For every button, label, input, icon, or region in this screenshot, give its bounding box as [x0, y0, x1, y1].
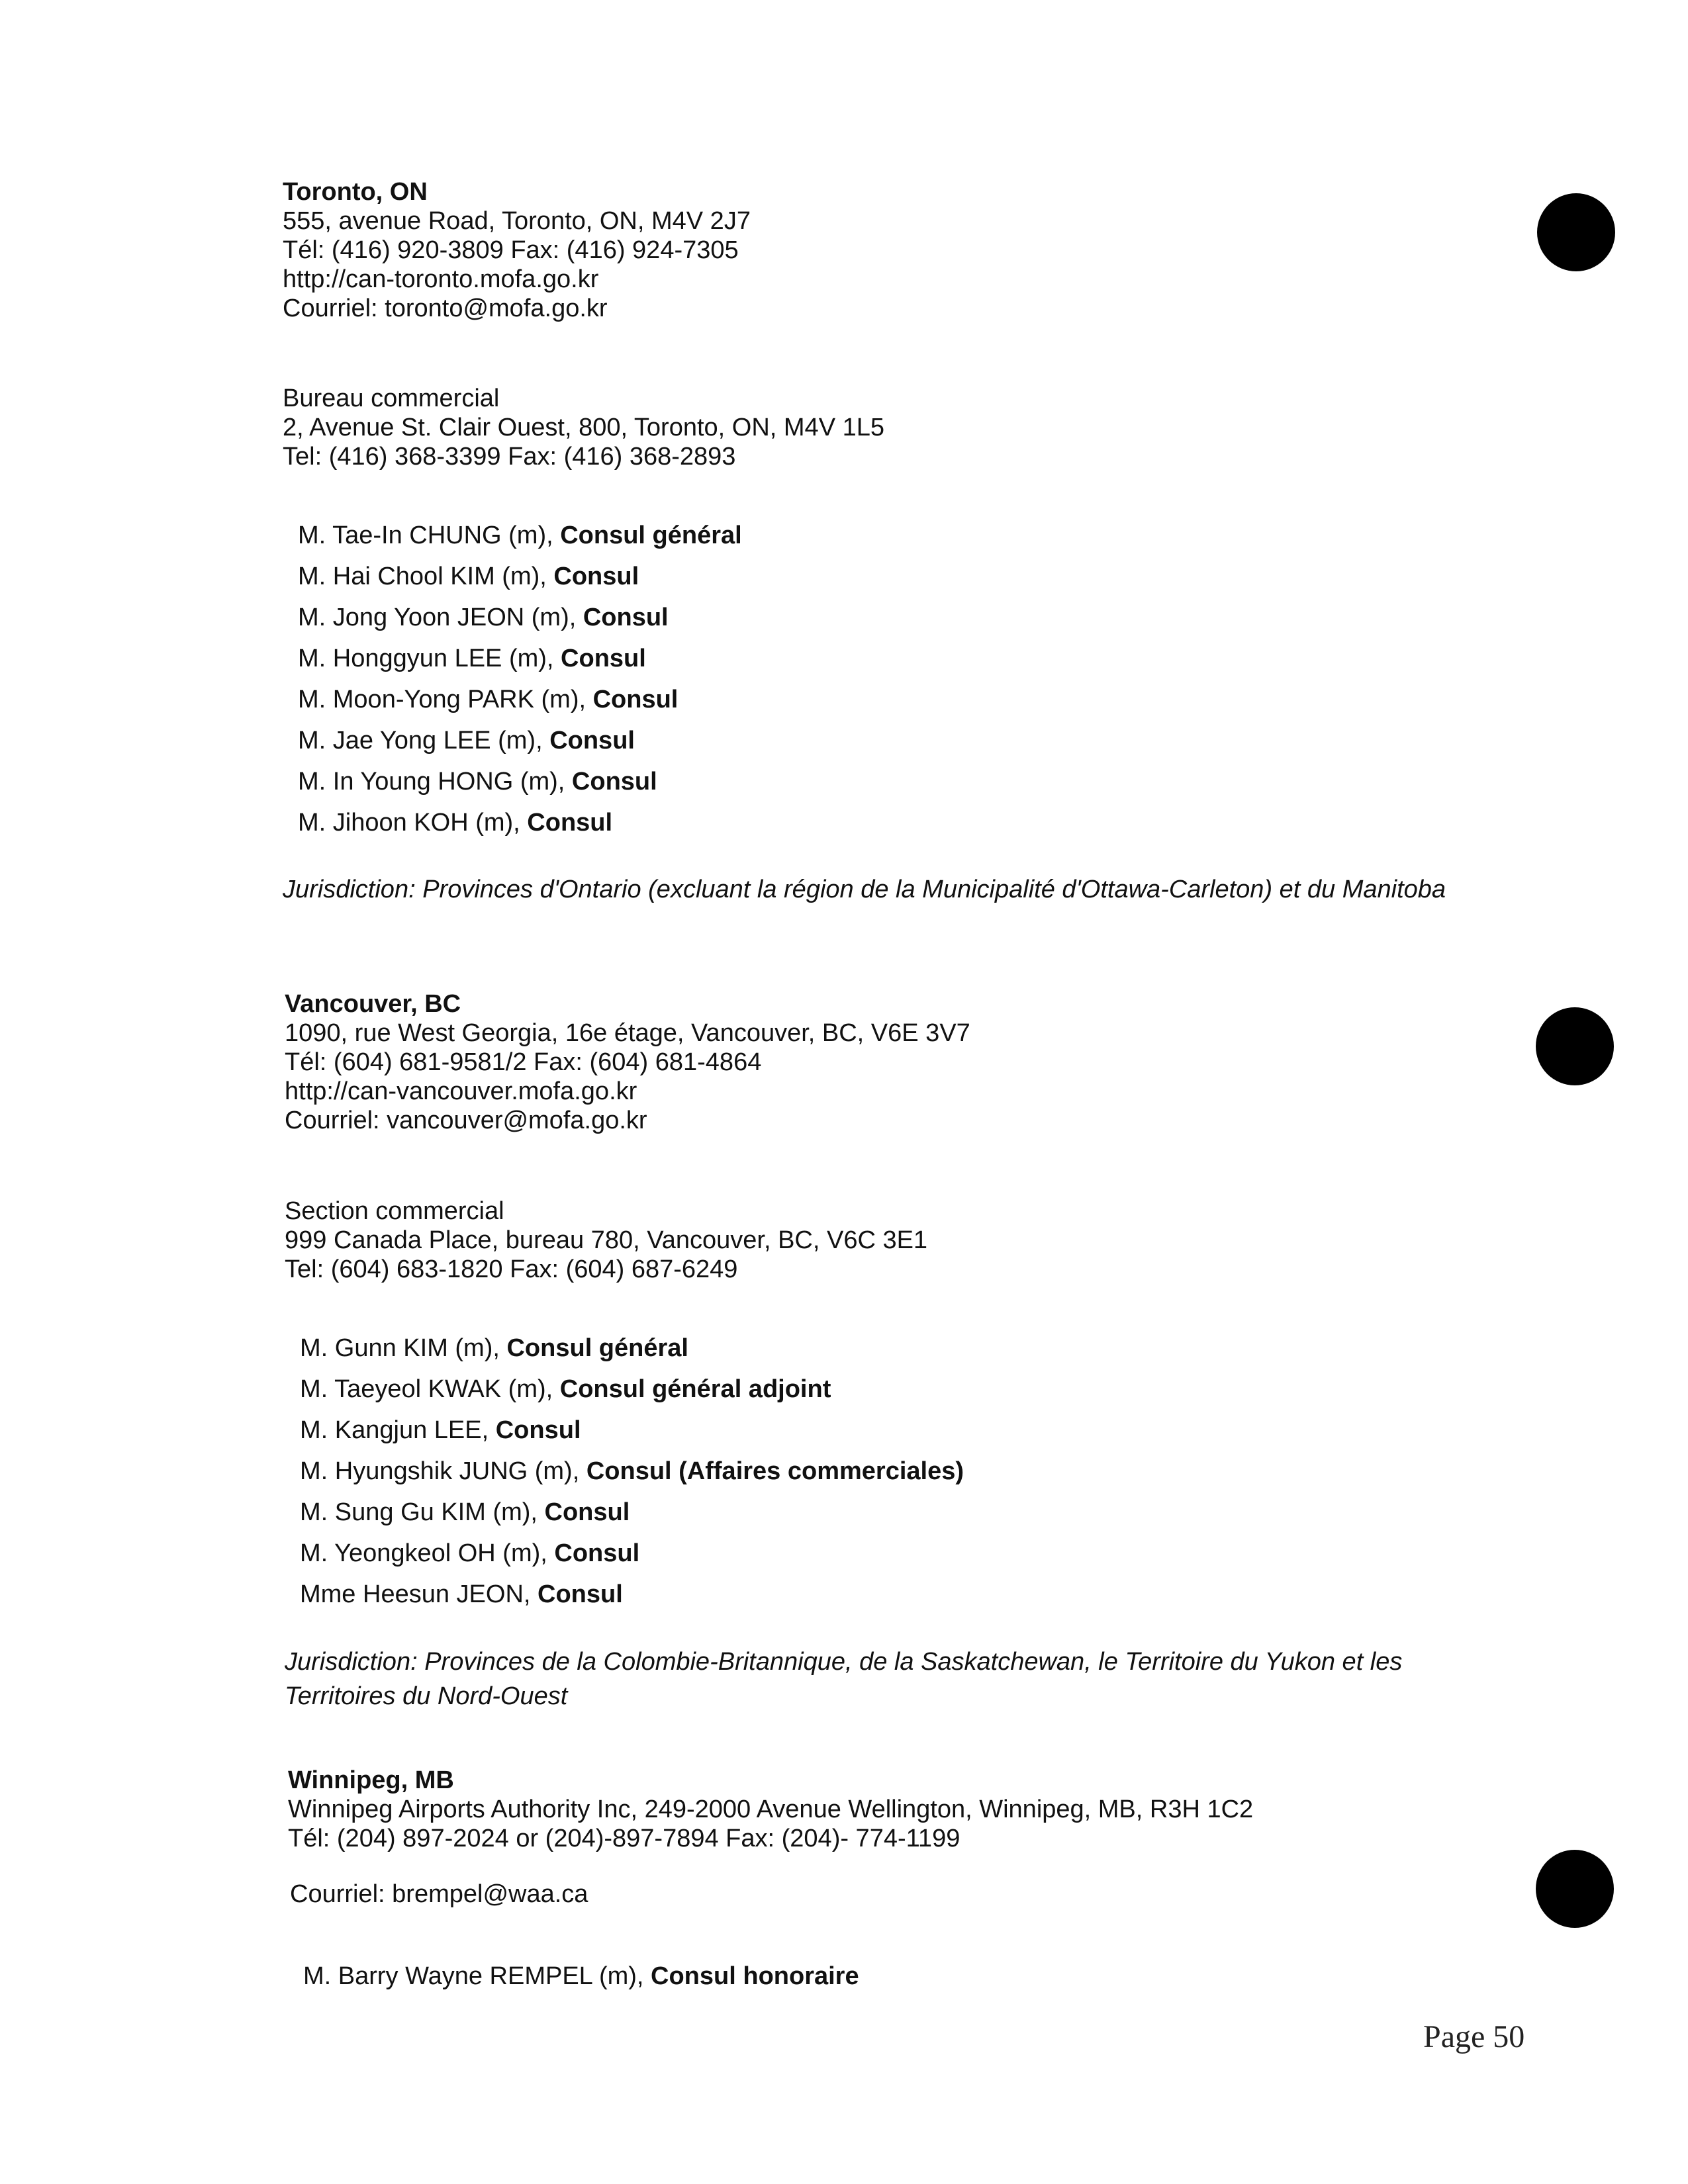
winnipeg-section [288, 1766, 1678, 1853]
staff-role: Consul général [560, 522, 742, 549]
jurisdiction-text: Jurisdiction: Provinces de la Colombie-Britannique, de la Saskatchewan, le Territoire du Yukon et les Territoires du Nord-Ouest [285, 1648, 1403, 1710]
staff-entry [300, 1492, 1688, 1533]
staff-role: Consul général [506, 1334, 688, 1362]
winnipeg-email-block [290, 1880, 1680, 1909]
website-url: http://can-vancouver.mofa.go.kr [285, 1077, 637, 1105]
office-address: 999 Canada Place, bureau 780, Vancouver, BC, V6C 3E1 [285, 1226, 928, 1254]
staff-entry [298, 720, 1688, 761]
email: Courriel: vancouver@mofa.go.kr [285, 1107, 647, 1134]
staff-name: M. Tae-In CHUNG (m), [298, 522, 561, 549]
staff-entry [298, 802, 1688, 843]
staff-role: Consul [538, 1580, 623, 1608]
staff-name: M. Gunn KIM (m), [300, 1334, 507, 1362]
staff-name: M. Kangjun LEE, [300, 1416, 496, 1444]
staff-name: M. Barry Wayne REMPEL (m), [303, 1962, 651, 1990]
staff-role: Consul [553, 563, 639, 590]
section-title: Vancouver, BC [285, 990, 461, 1018]
office-phone-fax: Tel: (416) 368-3399 Fax: (416) 368-2893 [283, 443, 736, 471]
staff-entry [298, 597, 1688, 638]
website-url: http://can-toronto.mofa.go.kr [283, 265, 599, 293]
staff-name: M. Hyungshik JUNG (m), [300, 1457, 586, 1485]
staff-entry [300, 1574, 1688, 1615]
staff-role: Consul [527, 809, 613, 837]
staff-entry [300, 1369, 1688, 1410]
winnipeg-staff-list [303, 1956, 1688, 1997]
staff-name: M. Moon-Yong PARK (m), [298, 686, 593, 713]
staff-role: Consul honoraire [651, 1962, 859, 1990]
email: Courriel: toronto@mofa.go.kr [283, 295, 608, 322]
page-number: Page 50 [1423, 2019, 1525, 2054]
staff-role: Consul [544, 1498, 630, 1526]
office-address: 2, Avenue St. Clair Ouest, 800, Toronto, ON, M4V 1L5 [283, 414, 884, 441]
office-name: Bureau commercial [283, 385, 500, 412]
staff-name: M. In Young HONG (m), [298, 768, 572, 796]
staff-entry [303, 1956, 1688, 1997]
staff-role: Consul [554, 1539, 640, 1567]
staff-name: M. Jong Yoon JEON (m), [298, 604, 583, 631]
vancouver-section [285, 989, 1675, 1135]
staff-entry [298, 515, 1688, 556]
staff-name: M. Taeyeol KWAK (m), [300, 1375, 560, 1403]
office-phone-fax: Tel: (604) 683-1820 Fax: (604) 687-6249 [285, 1255, 738, 1283]
jurisdiction-text: Jurisdiction: Provinces d'Ontario (excluant la région de la Municipalité d'Ottawa-Carleton) et du Manitoba [283, 876, 1446, 903]
vancouver-commercial-office [285, 1197, 1675, 1284]
staff-name: M. Sung Gu KIM (m), [300, 1498, 545, 1526]
phone-fax: Tél: (204) 897-2024 or (204)-897-7894 Fax: (204)- 774-1199 [288, 1825, 961, 1852]
staff-role: Consul général adjoint [559, 1375, 831, 1403]
staff-role: Consul [495, 1416, 581, 1444]
phone-fax: Tél: (604) 681-9581/2 Fax: (604) 681-4864 [285, 1048, 762, 1076]
phone-fax: Tél: (416) 920-3809 Fax: (416) 924-7305 [283, 236, 739, 264]
staff-entry [298, 679, 1688, 720]
section-title: Winnipeg, MB [288, 1766, 454, 1794]
toronto-commercial-office [283, 384, 1673, 471]
staff-role: Consul [571, 768, 657, 796]
staff-name: M. Hai Chool KIM (m), [298, 563, 554, 590]
staff-name: M. Honggyun LEE (m), [298, 645, 561, 672]
staff-name: M. Yeongkeol OH (m), [300, 1539, 555, 1567]
staff-entry [300, 1328, 1688, 1369]
staff-name: M. Jae Yong LEE (m), [298, 727, 550, 754]
staff-entry [298, 761, 1688, 802]
staff-entry [298, 638, 1688, 679]
vancouver-jurisdiction [285, 1645, 1675, 1713]
staff-entry [300, 1533, 1688, 1574]
office-name: Section commercial [285, 1197, 504, 1225]
staff-entry [298, 556, 1688, 597]
staff-role: Consul [549, 727, 635, 754]
toronto-section [283, 177, 1673, 323]
staff-role: Consul (Affaires commerciales) [586, 1457, 964, 1485]
vancouver-staff-list [300, 1328, 1688, 1615]
toronto-staff-list [298, 515, 1688, 843]
staff-role: Consul [561, 645, 646, 672]
staff-name: M. Jihoon KOH (m), [298, 809, 528, 837]
toronto-jurisdiction [283, 872, 1673, 907]
address: 555, avenue Road, Toronto, ON, M4V 2J7 [283, 207, 751, 235]
staff-role: Consul [592, 686, 679, 713]
address: Winnipeg Airports Authority Inc, 249-2000 Avenue Wellington, Winnipeg, MB, R3H 1C2 [288, 1796, 1254, 1823]
staff-entry [300, 1410, 1688, 1451]
email: Courriel: brempel@waa.ca [290, 1880, 588, 1908]
staff-role: Consul [583, 604, 669, 631]
section-title: Toronto, ON [283, 178, 428, 206]
address: 1090, rue West Georgia, 16e étage, Vancouver, BC, V6E 3V7 [285, 1019, 970, 1047]
staff-name: Mme Heesun JEON, [300, 1580, 538, 1608]
staff-entry [300, 1451, 1688, 1492]
